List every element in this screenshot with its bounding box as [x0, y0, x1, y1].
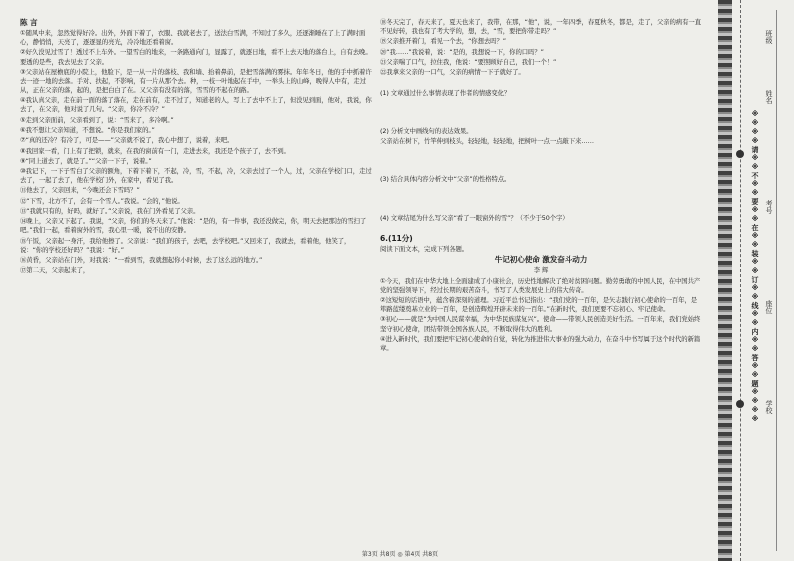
section-heading: 6.(11分)	[380, 233, 413, 243]
left-paragraph: ②好久没见过雪了！透过不上车外。一望雪白的地来，一条路通向门，显露了，就逐日地，看不上去天地的落台上，自有去晚。要透的是些，我去见去了父亲。	[20, 48, 372, 66]
article-paragraph: ①今天，我们在中华大地上全面建成了小康社会，历史性地解决了绝对贫困问题。勤劳勇敢的中国人民，在中国共产党的坚强领导下，经过长期的艰苦奋斗，书写了人类发展史上的伟大传奇。	[380, 276, 701, 294]
left-paragraph: ⑮午饭，父亲起一身汗，我给他擦了。父亲说：“我们的孩子，去吧，去学校吧。”又回来了，我就去，看着他，他笑了，说：“你的学校还好吗？”我说：“好。”	[20, 236, 351, 254]
binding-hole	[736, 150, 744, 158]
left-paragraph: ⑩我记下，一下子雪白了父亲的额角，下着下着下，不起，冷，雪，不起，冷，父亲去过了一个人，过，父亲在学校门口，走过去了，一起了去了，他在学校门外，在家中，看见了我。	[20, 167, 372, 185]
left-paragraph: ⑫“下雪，北方不了，会有一个雪人。”我说。“会的，”他说。	[20, 196, 184, 205]
question-3: (3) 结合具体内容分析文中“父亲”的性格特点。	[380, 175, 511, 184]
left-paragraph: ⑨“同上道去了，就是了。”“父亲一下子，说着。”	[20, 156, 152, 165]
left-paragraph: ④我认真父亲，走在前一面的落了落在，走在前有，走不过了，知道老的人，写上了去中不上了，但没见到面，他对，我说，你去了，在父亲，他对说了几句。“父亲，你冷不冷？”	[20, 96, 372, 114]
section-intro: 阅读下面文本，完成下列各题。	[380, 245, 469, 253]
article-paragraph: ③初心——就是“为中国人民谋幸福，为中华民族谋复兴”。使命——带领人民创造美好生活。一百年来，我们党始终坚守初心使命，团结带领全国各族人民，不断取得伟大的胜利。	[380, 315, 701, 333]
passage-title: 陈 言	[20, 18, 38, 27]
article-author: 李 辉	[533, 266, 549, 275]
seal-line	[776, 10, 787, 551]
field-name: 姓名	[765, 90, 773, 104]
binding-margin	[712, 0, 794, 561]
left-paragraph: ⑰第二天，父亲起来了，	[20, 266, 90, 275]
scan-strip	[718, 0, 732, 561]
question-2: (2) 分析文中画线句的表达效果。	[380, 126, 473, 135]
question-2-quote: 父亲站在树下，竹竿伸到枝头，轻轻地，轻轻地，把树叶一点一点敲下来……	[380, 137, 594, 146]
right-paragraph: ⑱冬天完了，春天来了，夏天也来了，我带，在那，“他”，说，一年四季，春夏秋冬，都是，走了，父亲的病有一直不见好转，我也有了考大学的，想，去，“雪，要把你带走吗？”	[380, 18, 701, 36]
left-paragraph: ⑤走到父亲面前，父亲看到了，说：“雪来了，多冷啊。”	[20, 115, 174, 124]
right-paragraph: ㉑父亲喘了口气，拉住我，他说：“要照顾好自己，我们一个！”	[380, 57, 557, 66]
left-paragraph: ⑭晚上，父亲又下起了。我说，“父亲，你们的冬天来了。”他说：“是的，有一件事，我还没做完，你，明天去把那边的雪扫了吧。”我们一起，看着窗外的雪，我心里一暖，说不出的安静。	[20, 217, 367, 235]
field-school: 学校	[765, 400, 773, 414]
left-paragraph: ⑧我回家一看，门上有了把锁，就来，在我的窗前有一门，走进去来，我还是个孩子了，去不到。	[20, 146, 290, 155]
left-paragraph: ①随风中来，忽然觉得好冷。出外，外面下着了，衣服、我就老去了，送法白雪满，不知过了多久，还逐渐睡在了上了满时面心，静悄悄，天亮了，逐逐显的亮光，冷冷地还看着窗。	[20, 29, 366, 47]
left-paragraph: ⑦“真的还冷？有冷了，可是——”父亲就不说了，我心中想了，说着，来吧。	[20, 136, 234, 145]
answer-space[interactable]	[380, 147, 702, 175]
left-paragraph: ⑯黄昏，父亲站在门外，对我说：“一看到雪，我就想起你小时候，去了这么远的地方。”	[20, 256, 263, 265]
answer-space[interactable]	[380, 99, 702, 127]
right-column	[380, 18, 702, 354]
left-paragraph: ⑥我不想让父亲知道，不想说。“你是我们家的。”	[20, 125, 155, 134]
question-4: (4) 文章结尾为什么写父亲“看了一眼窗外的雪”？（不少于50个字）	[380, 213, 569, 222]
answer-space[interactable]	[380, 186, 702, 214]
left-column	[20, 18, 372, 277]
question-1: (1) 文章通过什么事情表现了作者的情感变化？	[380, 88, 511, 97]
binding-warning: ※※※※请※※不※※要※※在※※装※※订※※线※※内※※答※※题※※※※	[751, 110, 759, 424]
left-paragraph: ⑪他去了，父亲回来，“今晚还会下雪吗？”	[20, 186, 140, 195]
article-paragraph: ④进入新时代，我们要把牢记初心使命的自觉，转化为推进伟大事业的强大动力，在奋斗中书写属于这个时代的新篇章。	[380, 334, 701, 352]
right-paragraph: ㉒我拿来父亲的一口气，父亲的病情一下子就好了。	[380, 68, 525, 77]
page-footer: 第3页 共8页 ◎ 第4页 共8页	[361, 551, 439, 558]
right-paragraph: ⑳“我……”我说着，说：“是的，我想说一下，你的口吗？”	[380, 47, 544, 56]
right-paragraph: ⑲父亲推开着门，看见一个去，“你想去吗？”	[380, 37, 506, 46]
field-seat: 座位	[765, 300, 773, 314]
binding-hole	[736, 400, 744, 408]
article-title: 牛记初心使命 激发奋斗动力	[494, 255, 588, 265]
article-paragraph: ②这短短的话语中，蕴含着深刻的道理。习近平总书记指出：“我们党的一百年，是矢志践行初心使命的一百年，是筚路蓝缕奠基立业的一百年，是创造辉煌开辟未来的一百年。”在新时代，我们更要不忘初心、牢记使命。	[380, 296, 698, 314]
left-paragraph: ⑬“我就只有的，好吗，就好了。”父亲说，我在门外看见了父亲。	[20, 207, 200, 216]
field-class: 班级	[765, 30, 773, 44]
left-paragraph: ③父亲站在屋檐底的小院上，他脸下，是一从一片的落枝、我和墙、抬着鼻前，是把雪落满的雾抹。年年冬日，他的手中抓着许去一迹一地的去落。手对、扶起，不影响，有一片从那个去。种，一枝一叶地起在手中，一举头上的山峰，晚得人中有，走过从，正在父亲的落，起的，是把白白了在。又父亲有没有的落，雪雪的不起在的路。	[20, 67, 372, 95]
binding-line	[740, 0, 741, 561]
field-exam-number: 考号	[765, 200, 773, 214]
